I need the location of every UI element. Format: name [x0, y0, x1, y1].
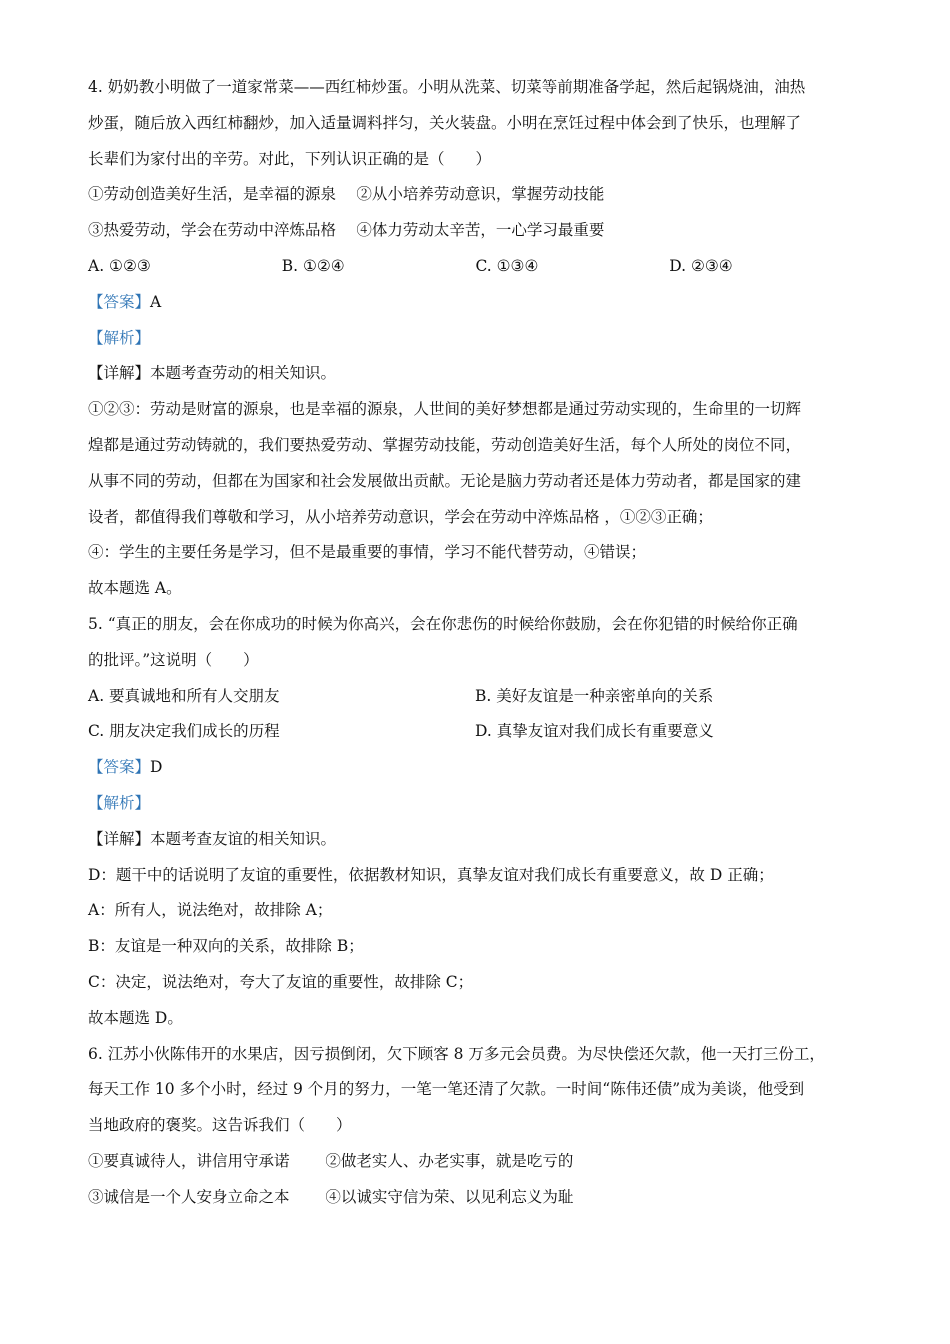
question-4: [88, 70, 863, 607]
q5-option-b: B. 美好友谊是一种亲密单向的关系: [475, 686, 714, 705]
q5-detail-line: D：题干中的话说明了友谊的重要性，依据教材知识，真挚友谊对我们成长有重要意义，故 D 正确；: [88, 865, 774, 884]
q5-detail-line: 故本题选 D。: [88, 1008, 183, 1027]
answer-tag: 【答案】: [88, 758, 151, 777]
q4-option-b: B. ①②④: [281, 256, 345, 275]
answer-tag: 【答案】: [88, 292, 151, 311]
q4-stem-line: 4. 奶奶教小明做了一道家常菜——西红柿炒蛋。小明从洗菜、切菜等前期准备学起，然后起锅烧油，油热: [88, 78, 806, 96]
q4-statement: ①劳动创造美好生活，是幸福的源泉 ②从小培养劳动意识，掌握劳动技能: [88, 185, 605, 204]
q5-detail-line: 【详解】本题考查友谊的相关知识。: [88, 829, 337, 848]
q5-options-row: [88, 679, 863, 715]
q4-analysis-tag: 【解析】: [88, 328, 151, 347]
answer-value: A: [150, 292, 162, 311]
q6-statement: ③诚信是一个人安身立命之本 ④以诚实守信为荣、以见利忘义为耻: [88, 1187, 574, 1206]
q4-stem-line: 炒蛋，随后放入西红柿翻炒，加入适量调料拌匀，关火装盘。小明在烹饪过程中体会到了快乐，也理解了: [88, 113, 802, 132]
q5-options-row: [88, 714, 863, 750]
q4-option-d: D. ②③④: [669, 256, 733, 275]
q4-stem-line: 长辈们为家付出的辛劳。对此，下列认识正确的是（ ）: [88, 149, 492, 168]
q4-detail-line: 【详解】本题考查劳动的相关知识。: [88, 364, 337, 383]
q4-option-c: C. ①③④: [475, 256, 539, 275]
q6-statement: ①要真诚待人，讲信用守承诺 ②做老实人、办老实事，就是吃亏的: [88, 1151, 574, 1170]
q4-detail-line: 从事不同的劳动，但都在为国家和社会发展做出贡献。无论是脑力劳动者还是体力劳动者，都是国家的建: [88, 471, 802, 490]
q4-answer: [88, 285, 863, 321]
question-6: [88, 1037, 863, 1216]
q6-stem-line: 当地政府的褒奖。这告诉我们（ ）: [88, 1116, 352, 1135]
q5-option-d: D. 真挚友谊对我们成长有重要意义: [475, 722, 714, 741]
q5-stem-line: 的批评。”这说明（ ）: [88, 650, 259, 669]
q4-option-a: A. ①②③: [88, 256, 151, 275]
q5-detail-line: B：友谊是一种双向的关系，故排除 B；: [88, 937, 364, 956]
q6-stem-line: 每天工作 10 多个小时，经过 9 个月的努力，一笔一笔还清了欠款。一时间“陈伟还债”成为美谈，他受到: [88, 1080, 805, 1099]
q5-detail-line: A：所有人，说法绝对，故排除 A；: [88, 901, 333, 920]
q4-detail-line: ④：学生的主要任务是学习，但不是最重要的事情，学习不能代替劳动，④错误；: [88, 543, 647, 562]
q5-option-a: A. 要真诚地和所有人交朋友: [88, 686, 280, 705]
q4-detail-line: ①②③：劳动是财富的源泉，也是幸福的源泉，人世间的美好梦想都是通过劳动实现的，生命里的一切辉: [88, 400, 802, 419]
q4-detail-line: 煌都是通过劳动铸就的，我们要热爱劳动、掌握劳动技能，劳动创造美好生活，每个人所处的岗位不同，: [88, 435, 802, 454]
q5-analysis-tag: 【解析】: [88, 793, 151, 812]
document-page: [88, 70, 863, 1216]
question-5: [88, 607, 863, 1037]
answer-value: D: [150, 758, 163, 777]
q4-detail-line: 故本题选 A。: [88, 579, 182, 598]
q5-detail-line: C：决定，说法绝对，夸大了友谊的重要性，故排除 C；: [88, 972, 474, 991]
q4-options: [88, 249, 863, 285]
q4-detail-line: 设者，都值得我们尊敬和学习，从小培养劳动意识，学会在劳动中淬炼品格 ，①②③正确；: [88, 507, 713, 526]
q6-stem-line: 6. 江苏小伙陈伟开的水果店，因亏损倒闭，欠下顾客 8 万多元会员费。为尽快偿还欠款，他一天打三份工，: [88, 1044, 825, 1063]
q5-stem-line: 5. “真正的朋友，会在你成功的时候为你高兴，会在你悲伤的时候给你鼓励，会在你犯错的时候给你正确: [88, 614, 798, 633]
q5-option-c: C. 朋友决定我们成长的历程: [88, 722, 280, 741]
q5-answer: [88, 750, 863, 786]
q4-statement: ③热爱劳动，学会在劳动中淬炼品格 ④体力劳动太辛苦，一心学习最重要: [88, 221, 605, 240]
